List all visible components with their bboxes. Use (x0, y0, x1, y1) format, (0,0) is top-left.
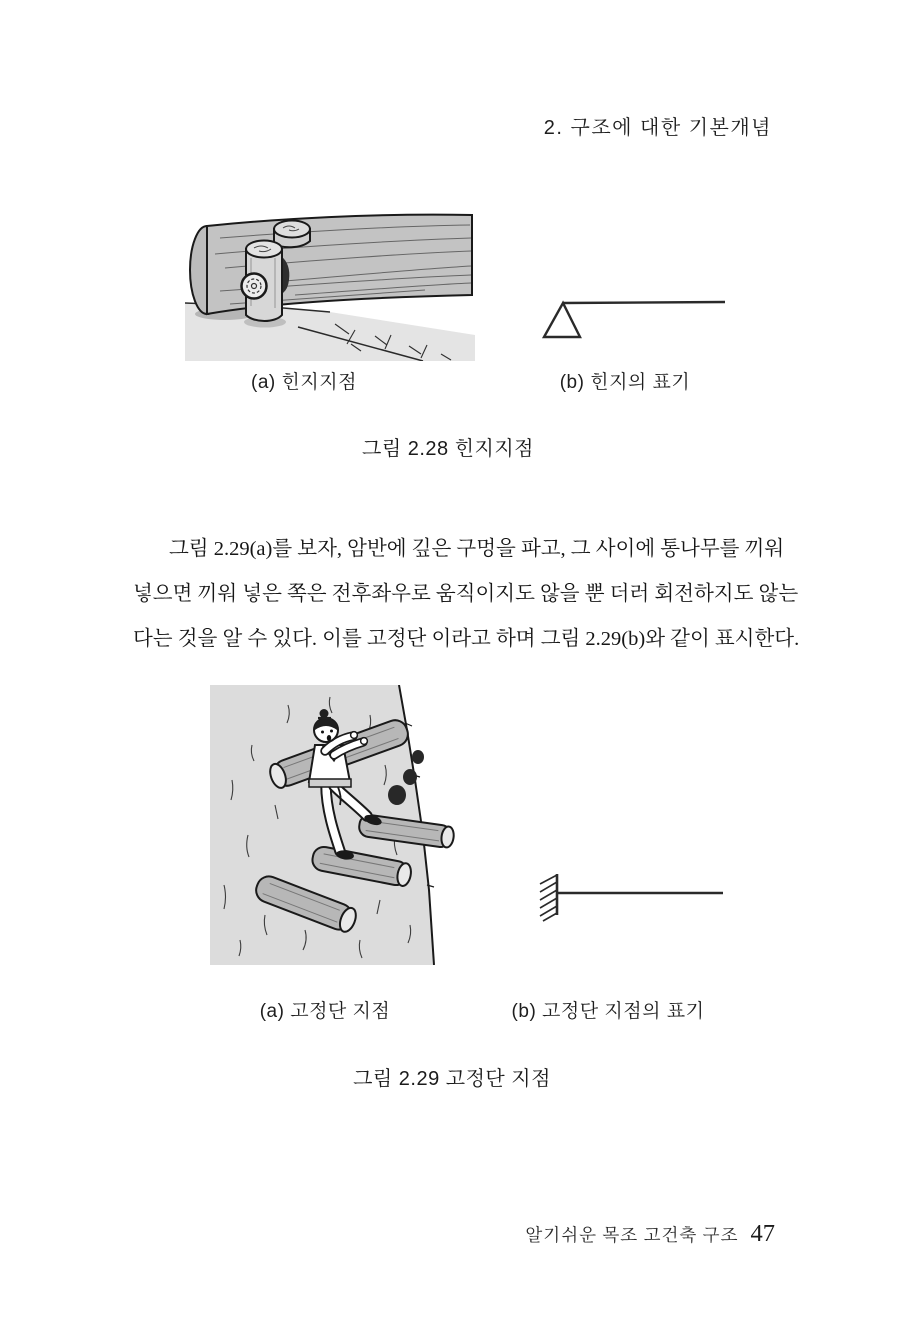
figure-2-28-title: 그림 2.28 힌지지점 (362, 438, 534, 460)
paragraph-line: 넣으면 끼워 넣은 쪽은 전후좌우로 움직이지도 않을 뿐 더러 회전하지도 않는 (133, 583, 799, 605)
page-footer (525, 1220, 775, 1248)
figure-2-28-caption-b: (b) 힌지의 표기 (559, 372, 691, 393)
figure-2-28-caption-a: (a) 힌지지점 (251, 372, 357, 393)
figure-2-29-title: 그림 2.29 고정단 지점 (353, 1068, 551, 1090)
knob-end-grain (242, 274, 267, 299)
body-paragraph (133, 527, 813, 662)
hand (361, 738, 368, 745)
paragraph-line: 다는 것을 알 수 있다. 이를 고정단 이라고 하며 그림 2.29(b)와 같이 표시한다. (133, 628, 800, 650)
log-hinge-illustration (185, 196, 475, 361)
page-number: 47 (750, 1220, 775, 1247)
chapter-header: 2. 구조에 대한 기본개념 (543, 117, 772, 139)
fixed-end-support-symbol (535, 870, 750, 925)
hand (351, 732, 358, 739)
open-mouth (327, 735, 331, 741)
figure-2-29-caption-b: (b) 고정단 지점의 표기 (511, 1001, 705, 1022)
sash-belt (309, 779, 351, 787)
hinge-support-symbol (535, 290, 735, 345)
rock-climbing-illustration (210, 685, 476, 965)
figure-2-29-caption-a: (a) 고정단 지점 (259, 1001, 391, 1022)
topknot-bun (320, 709, 329, 718)
paragraph-line: 그림 2.29(a)를 보자, 암반에 깊은 구멍을 파고, 그 사이에 통나무를 끼워 (169, 538, 785, 560)
book-title: 알기쉬운 목조 고건축 구조 (525, 1225, 739, 1245)
